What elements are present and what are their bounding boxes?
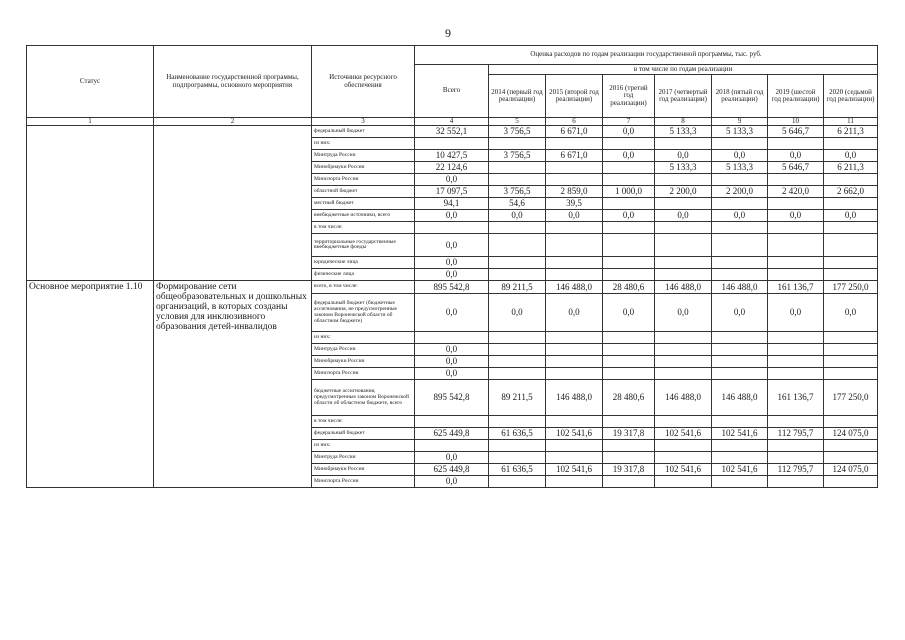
year-value-cell: 0,0 [655,210,712,222]
year-value-cell: 6 671,0 [546,126,603,138]
year-value-cell: 19 317,8 [603,464,655,476]
year-value-cell [489,162,546,174]
year-value-cell [655,138,712,150]
table-row [27,126,878,138]
year-value-cell [655,368,712,380]
header-year: 2019 (шестой год реализации) [768,75,824,118]
year-value-cell [824,138,878,150]
year-value-cell [546,222,603,234]
total-cell: 22 124,6 [415,162,489,174]
column-number: 4 [415,118,489,126]
program-name-cell: Формирование сети общеобразовательных и дошкольных организаций, в которых созданы условия для инклюзивного образования детей-инвалидов [154,281,312,488]
year-value-cell: 112 795,7 [768,464,824,476]
source-cell: бюджетные ассигнования, предусмотренные законом Воронежской области об областном бюджете, всего [312,380,415,416]
year-value-cell [546,332,603,344]
source-cell: всего, в том числе: [312,281,415,294]
year-value-cell [712,198,768,210]
header-estimate: Оценка расходов по годам реализации государственной программы, тыс. руб. [415,46,878,65]
year-value-cell [603,416,655,428]
year-value-cell [655,440,712,452]
total-cell [415,222,489,234]
year-value-cell [768,198,824,210]
year-value-cell: 102 541,6 [546,464,603,476]
year-value-cell: 0,0 [546,294,603,332]
year-value-cell [712,234,768,257]
year-value-cell [603,356,655,368]
year-value-cell [768,356,824,368]
source-cell: в том числе: [312,416,415,428]
year-value-cell [712,138,768,150]
year-value-cell: 28 480,6 [603,380,655,416]
year-value-cell [546,162,603,174]
year-value-cell [824,174,878,186]
page-number: 9 [445,26,451,40]
year-value-cell: 146 488,0 [655,281,712,294]
year-value-cell: 177 250,0 [824,380,878,416]
total-cell [415,416,489,428]
year-value-cell: 161 136,7 [768,281,824,294]
year-value-cell [655,257,712,269]
year-value-cell [824,257,878,269]
year-value-cell: 0,0 [768,210,824,222]
year-value-cell: 146 488,0 [655,380,712,416]
year-value-cell: 0,0 [603,210,655,222]
source-cell: Минобрнауки России [312,162,415,174]
year-value-cell [655,356,712,368]
total-cell: 0,0 [415,476,489,488]
table-row [27,281,878,294]
column-number: 8 [655,118,712,126]
year-value-cell [655,332,712,344]
column-number: 5 [489,118,546,126]
year-value-cell [489,332,546,344]
total-cell: 32 552,1 [415,126,489,138]
year-value-cell: 0,0 [824,294,878,332]
total-cell: 0,0 [415,344,489,356]
year-value-cell [603,234,655,257]
year-value-cell: 102 541,6 [655,464,712,476]
year-value-cell [546,452,603,464]
year-value-cell: 102 541,6 [712,428,768,440]
year-value-cell [712,344,768,356]
year-value-cell [489,440,546,452]
status-cell-empty [27,126,154,281]
year-value-cell [489,257,546,269]
year-value-cell [712,416,768,428]
year-value-cell: 0,0 [489,210,546,222]
year-value-cell: 124 075,0 [824,464,878,476]
year-value-cell [824,416,878,428]
year-value-cell [824,476,878,488]
year-value-cell [768,476,824,488]
year-value-cell: 3 756,5 [489,186,546,198]
year-value-cell: 102 541,6 [712,464,768,476]
year-value-cell [546,257,603,269]
year-value-cell [489,356,546,368]
header-year: 2014 (первый год реализации) [489,75,546,118]
header-year: 2015 (второй год реализации) [546,75,603,118]
source-cell: Минобрнауки России [312,464,415,476]
source-cell: в том числе: [312,222,415,234]
year-value-cell: 124 075,0 [824,428,878,440]
total-cell [415,138,489,150]
year-value-cell [489,368,546,380]
column-number: 7 [603,118,655,126]
year-value-cell [655,234,712,257]
source-cell: Минтруда России [312,150,415,162]
year-value-cell: 89 211,5 [489,380,546,416]
year-value-cell [824,344,878,356]
total-cell: 0,0 [415,269,489,281]
year-value-cell: 5 133,3 [712,162,768,174]
year-value-cell [603,269,655,281]
year-value-cell: 146 488,0 [546,380,603,416]
year-value-cell [489,416,546,428]
source-cell: федеральный бюджет [312,126,415,138]
header-program-name: Наименование государственной программы, подпрограммы, основного мероприятия [154,46,312,118]
header-total: Всего [415,65,489,118]
year-value-cell [603,162,655,174]
year-value-cell: 102 541,6 [655,428,712,440]
year-value-cell: 61 636,5 [489,428,546,440]
year-value-cell [712,368,768,380]
year-value-cell [655,452,712,464]
year-value-cell: 0,0 [603,294,655,332]
source-cell: внебюджетные источники, всего [312,210,415,222]
year-value-cell: 6 671,0 [546,150,603,162]
year-value-cell [489,234,546,257]
year-value-cell [546,269,603,281]
year-value-cell: 0,0 [603,150,655,162]
column-number: 11 [824,118,878,126]
year-value-cell: 0,0 [489,294,546,332]
source-cell: Минспорта России [312,174,415,186]
year-value-cell [489,476,546,488]
year-value-cell [768,416,824,428]
year-value-cell [768,344,824,356]
year-value-cell: 0,0 [603,126,655,138]
year-value-cell: 0,0 [768,294,824,332]
year-value-cell: 5 646,7 [768,126,824,138]
total-cell: 895 542,8 [415,380,489,416]
year-value-cell: 146 488,0 [712,281,768,294]
year-value-cell [712,452,768,464]
year-value-cell: 6 211,3 [824,162,878,174]
column-number: 3 [312,118,415,126]
total-cell [415,332,489,344]
total-cell: 0,0 [415,257,489,269]
year-value-cell [546,234,603,257]
header-year: 2016 (третий год реализации) [603,75,655,118]
year-value-cell [603,138,655,150]
year-value-cell: 54,6 [489,198,546,210]
total-cell: 10 427,5 [415,150,489,162]
year-value-cell [603,174,655,186]
year-value-cell [603,198,655,210]
total-cell: 895 542,8 [415,281,489,294]
year-value-cell [824,368,878,380]
year-value-cell [655,269,712,281]
year-value-cell: 146 488,0 [712,380,768,416]
year-value-cell: 5 133,3 [712,126,768,138]
year-value-cell: 89 211,5 [489,281,546,294]
year-value-cell [546,344,603,356]
year-value-cell: 0,0 [824,150,878,162]
year-value-cell: 5 646,7 [768,162,824,174]
total-cell: 625 449,8 [415,464,489,476]
year-value-cell: 2 420,0 [768,186,824,198]
column-number: 2 [154,118,312,126]
total-cell: 0,0 [415,210,489,222]
year-value-cell [655,416,712,428]
year-value-cell: 2 859,0 [546,186,603,198]
year-value-cell [768,440,824,452]
source-cell: федеральный бюджет [312,428,415,440]
total-cell: 625 449,8 [415,428,489,440]
budget-table [26,45,878,488]
year-value-cell: 146 488,0 [546,281,603,294]
year-value-cell [603,332,655,344]
year-value-cell [768,332,824,344]
total-cell: 0,0 [415,234,489,257]
total-cell: 0,0 [415,174,489,186]
year-value-cell: 2 200,0 [655,186,712,198]
total-cell: 94,1 [415,198,489,210]
header-year: 2018 (пятый год реализации) [712,75,768,118]
year-value-cell [489,138,546,150]
source-cell: Минтруда России [312,452,415,464]
total-cell: 17 097,5 [415,186,489,198]
year-value-cell [824,269,878,281]
year-value-cell [603,257,655,269]
year-value-cell: 0,0 [655,150,712,162]
year-value-cell [824,356,878,368]
source-cell: Минспорта России [312,368,415,380]
year-value-cell: 19 317,8 [603,428,655,440]
header-year: 2017 (четвертый год реализации) [655,75,712,118]
year-value-cell: 0,0 [712,210,768,222]
column-number: 6 [546,118,603,126]
year-value-cell [546,416,603,428]
year-value-cell [824,222,878,234]
year-value-cell: 5 133,3 [655,162,712,174]
year-value-cell [655,174,712,186]
year-value-cell [655,222,712,234]
year-value-cell [603,368,655,380]
year-value-cell [768,269,824,281]
year-value-cell [603,344,655,356]
year-value-cell: 0,0 [824,210,878,222]
column-number: 9 [712,118,768,126]
source-cell: из них: [312,332,415,344]
total-cell: 0,0 [415,452,489,464]
year-value-cell [546,368,603,380]
source-cell: Минспорта России [312,476,415,488]
year-value-cell [489,222,546,234]
year-value-cell [489,174,546,186]
year-value-cell: 6 211,3 [824,126,878,138]
year-value-cell [768,368,824,380]
year-value-cell: 2 662,0 [824,186,878,198]
year-value-cell [603,452,655,464]
year-value-cell [824,332,878,344]
source-cell: Минобрнауки России [312,356,415,368]
year-value-cell [546,138,603,150]
year-value-cell: 112 795,7 [768,428,824,440]
year-value-cell [768,138,824,150]
year-value-cell [655,476,712,488]
status-cell: Основное мероприятие 1.10 [27,281,154,488]
year-value-cell [603,476,655,488]
year-value-cell: 177 250,0 [824,281,878,294]
year-value-cell [546,440,603,452]
source-cell: территориальные государственные внебюджетные фонды [312,234,415,257]
year-value-cell: 39,5 [546,198,603,210]
year-value-cell [768,234,824,257]
source-cell: областной бюджет [312,186,415,198]
source-cell: из них: [312,138,415,150]
year-value-cell [712,440,768,452]
source-cell: Минтруда России [312,344,415,356]
year-value-cell: 28 480,6 [603,281,655,294]
year-value-cell: 102 541,6 [546,428,603,440]
year-value-cell: 2 200,0 [712,186,768,198]
year-value-cell [768,222,824,234]
year-value-cell: 1 000,0 [603,186,655,198]
total-cell: 0,0 [415,356,489,368]
year-value-cell [712,476,768,488]
header-year: 2020 (седьмой год реализации) [824,75,878,118]
year-value-cell [824,234,878,257]
header-status: Статус [27,46,154,118]
year-value-cell [824,198,878,210]
year-value-cell: 161 136,7 [768,380,824,416]
year-value-cell [824,452,878,464]
header-including-by-years: в том числе по годам реализации [489,65,878,75]
table-body [27,126,878,488]
year-value-cell: 5 133,3 [655,126,712,138]
program-name-cell-empty [154,126,312,281]
year-value-cell [712,269,768,281]
year-value-cell [546,174,603,186]
source-cell: местный бюджет [312,198,415,210]
year-value-cell [603,440,655,452]
column-number: 1 [27,118,154,126]
year-value-cell [603,222,655,234]
year-value-cell [655,344,712,356]
column-number: 10 [768,118,824,126]
source-cell: из них: [312,440,415,452]
year-value-cell [489,344,546,356]
year-value-cell: 0,0 [712,150,768,162]
year-value-cell [655,198,712,210]
column-numbers-row [27,118,878,126]
total-cell [415,440,489,452]
year-value-cell [546,356,603,368]
year-value-cell: 0,0 [712,294,768,332]
year-value-cell: 3 756,5 [489,126,546,138]
year-value-cell [712,332,768,344]
year-value-cell [489,452,546,464]
year-value-cell [768,452,824,464]
year-value-cell [712,356,768,368]
year-value-cell [489,269,546,281]
year-value-cell [546,476,603,488]
source-cell: федеральный бюджет (бюджетные ассигнования, не предусмотренные законом Воронежской области об областном бюджете) [312,294,415,332]
year-value-cell: 0,0 [546,210,603,222]
source-cell: юридические лица [312,257,415,269]
year-value-cell: 0,0 [768,150,824,162]
year-value-cell [712,174,768,186]
total-cell: 0,0 [415,368,489,380]
year-value-cell [712,222,768,234]
total-cell: 0,0 [415,294,489,332]
year-value-cell: 61 636,5 [489,464,546,476]
year-value-cell [824,440,878,452]
year-value-cell: 3 756,5 [489,150,546,162]
year-value-cell [768,257,824,269]
year-value-cell [768,174,824,186]
year-value-cell: 0,0 [655,294,712,332]
source-cell: физические лица [312,269,415,281]
year-value-cell [712,257,768,269]
header-sources: Источники ресурсного обеспечения [312,46,415,118]
